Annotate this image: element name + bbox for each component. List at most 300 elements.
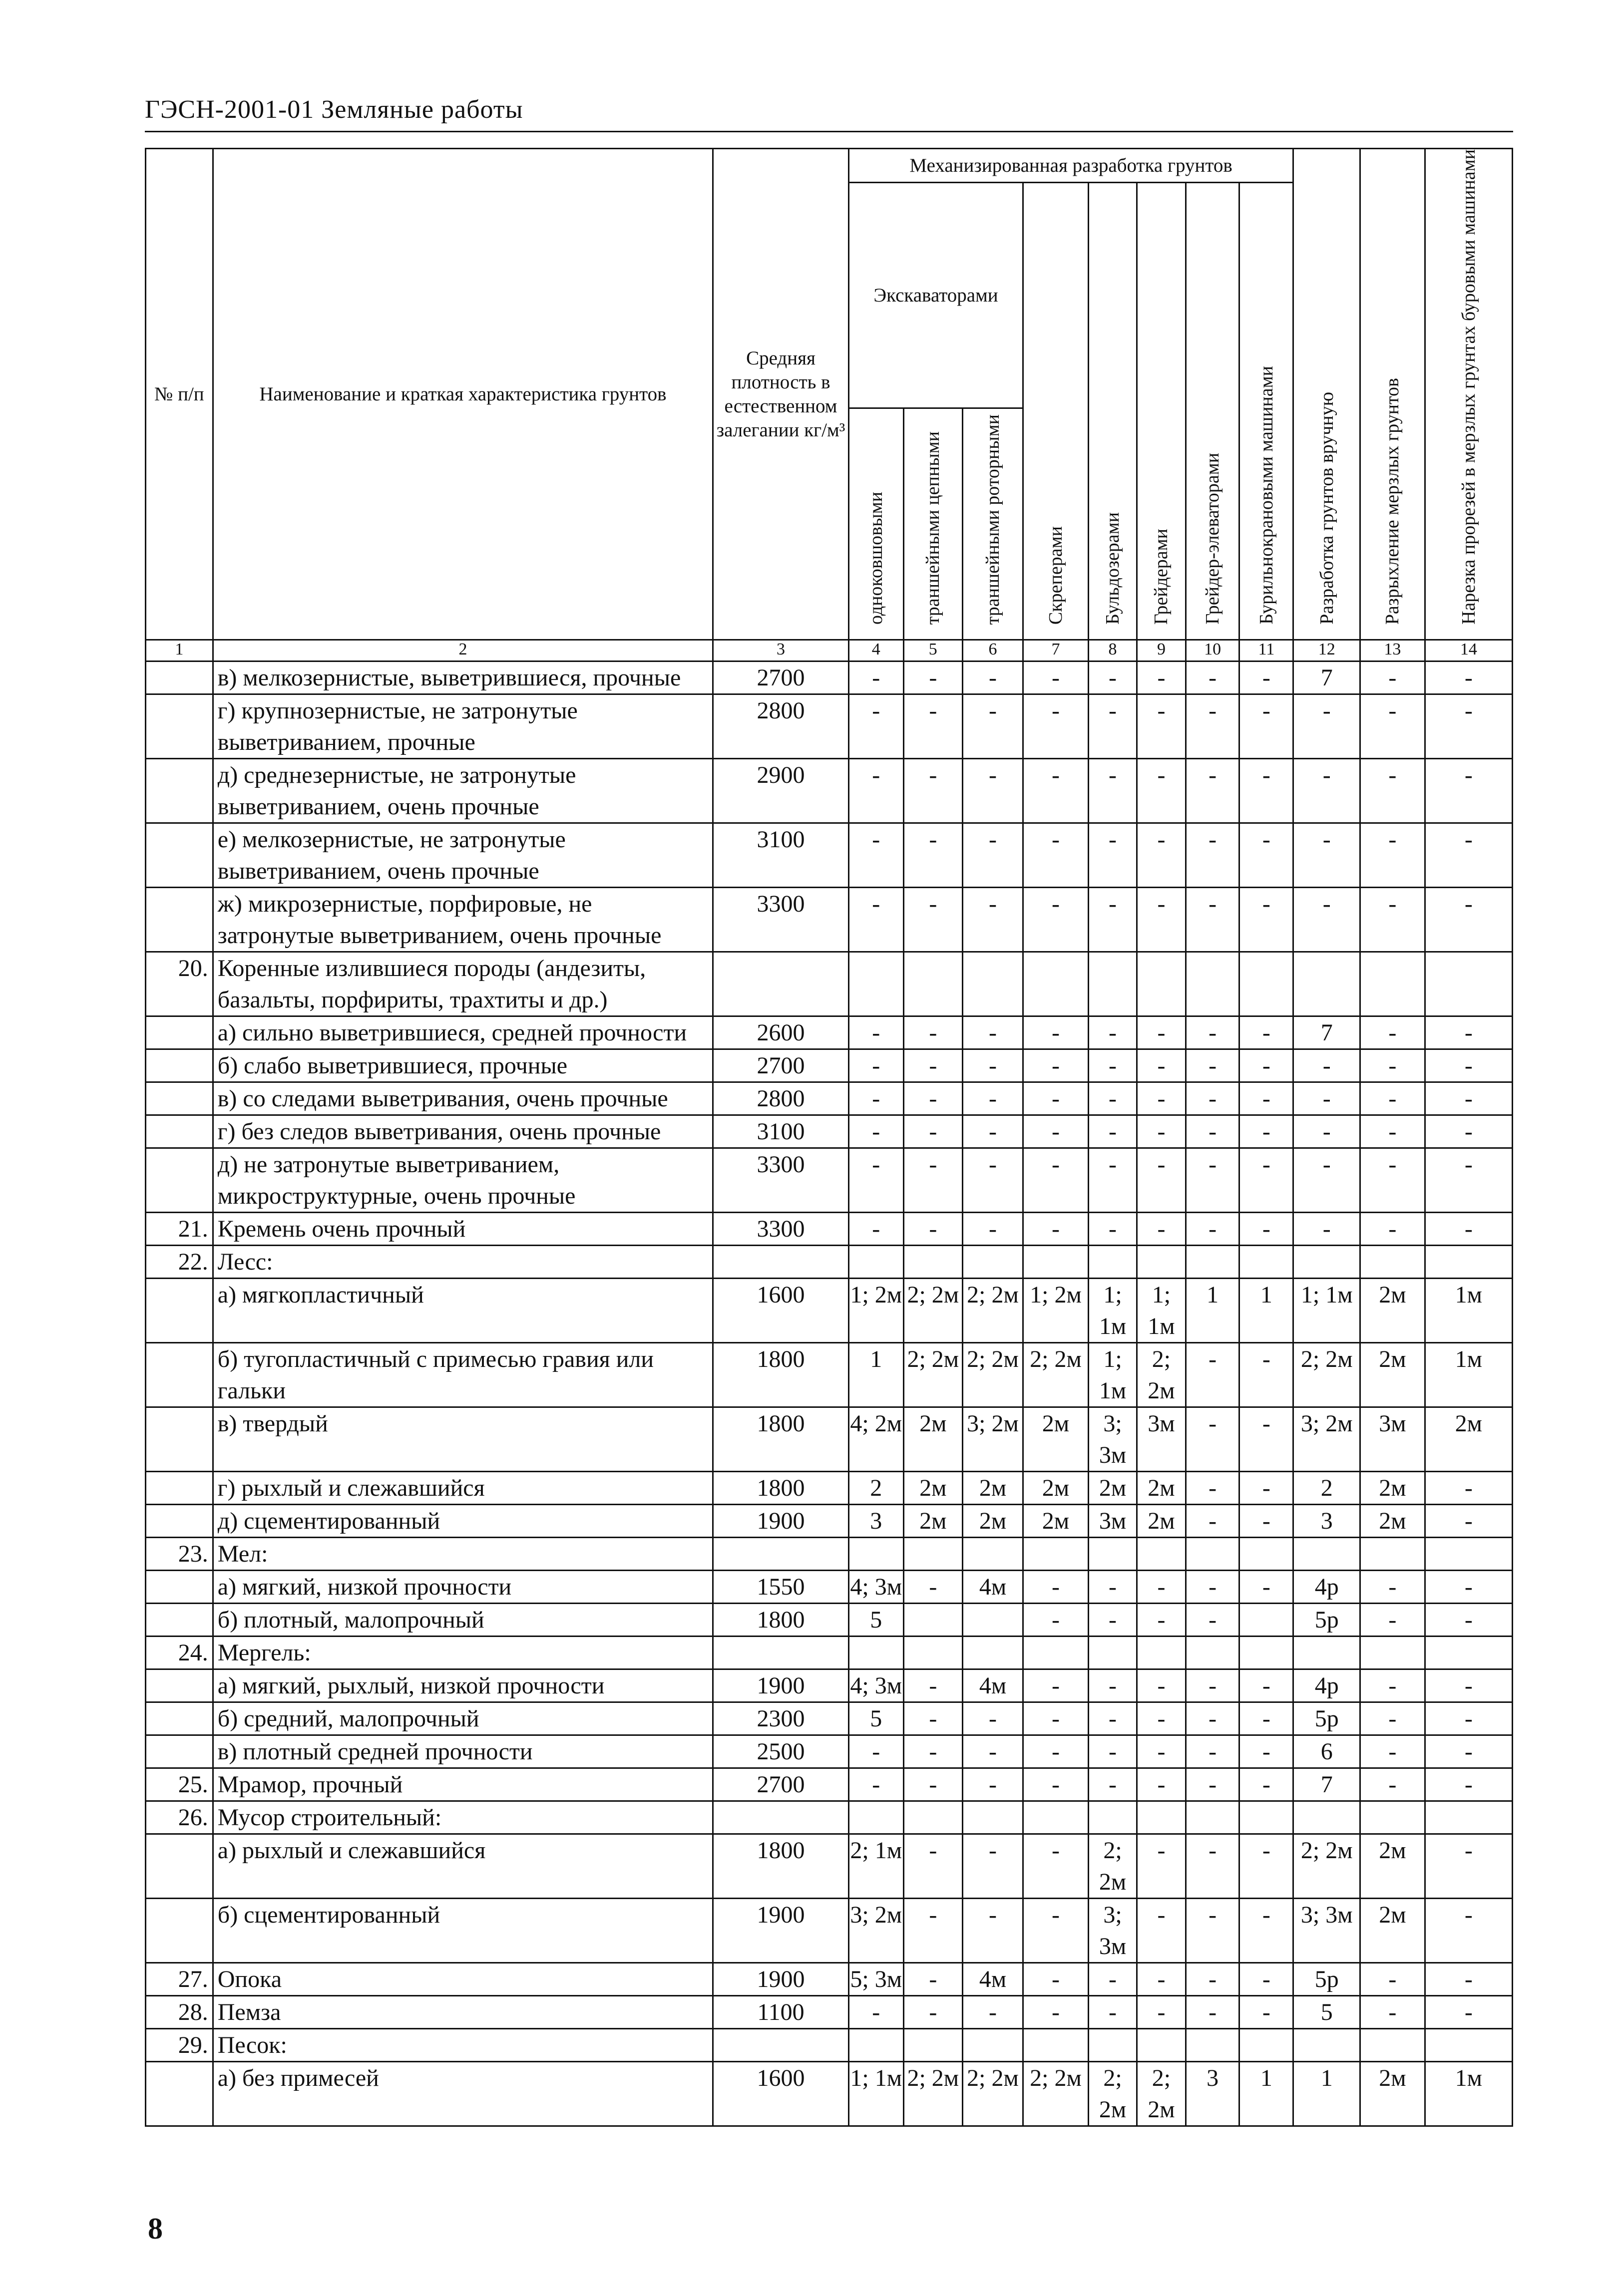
group-value-cell: 2; 2м	[1137, 2062, 1186, 2126]
group-value-cell: 2; 2м	[903, 2062, 962, 2126]
group-value-cell: -	[1023, 759, 1089, 823]
group-value-cell: -	[903, 694, 962, 759]
group-value-cell: 5	[848, 1702, 903, 1735]
group-value-cell: -	[1239, 1082, 1293, 1115]
group-value-cell: -	[1186, 1148, 1239, 1213]
group-value-cell	[1425, 1538, 1512, 1571]
table-row	[146, 823, 1513, 888]
group-value-cell: 7	[1293, 1768, 1360, 1801]
soil-name-cell: б) плотный, малопрочный	[213, 1604, 713, 1637]
group-value-cell: -	[1425, 888, 1512, 952]
group-value-cell: -	[1186, 661, 1239, 694]
group-value-cell: -	[962, 888, 1023, 952]
group-value-cell: -	[848, 1049, 903, 1082]
group-value-cell: -	[1023, 1115, 1089, 1148]
group-value-cell: 2; 2м	[1023, 2062, 1089, 2126]
group-value-cell: -	[848, 888, 903, 952]
group-value-cell: -	[1088, 1735, 1137, 1768]
group-value-cell: 3	[1186, 2062, 1239, 2126]
group-value-cell: -	[962, 1148, 1023, 1213]
group-value-cell: -	[1425, 1082, 1512, 1115]
group-value-cell: -	[962, 759, 1023, 823]
group-value-cell: -	[1186, 1016, 1239, 1049]
row-number-cell	[146, 1834, 213, 1899]
group-value-cell: -	[1239, 1407, 1293, 1472]
group-value-cell: 2	[1293, 1472, 1360, 1505]
group-value-cell: 2м	[1360, 1279, 1425, 1343]
density-cell	[713, 1246, 849, 1279]
row-number-cell: 22.	[146, 1246, 213, 1279]
group-value-cell	[903, 1637, 962, 1669]
group-value-cell: -	[1088, 1702, 1137, 1735]
col-header-manual	[1293, 149, 1360, 640]
col-header-grader-elevators-label: Грейдер-элеваторами	[1202, 453, 1223, 625]
col-header-graders-label: Грейдерами	[1151, 528, 1172, 625]
group-value-cell	[1137, 1801, 1186, 1834]
group-value-cell: -	[1088, 759, 1137, 823]
group-value-cell: -	[1425, 1505, 1512, 1538]
soil-name-cell: б) тугопластичный с примесью гравия или гальки	[213, 1343, 713, 1407]
group-value-cell	[1023, 2029, 1089, 2062]
group-value-cell: -	[848, 1115, 903, 1148]
group-value-cell: 2м	[962, 1472, 1023, 1505]
group-value-cell: -	[1239, 1834, 1293, 1899]
group-value-cell: 2м	[1360, 1472, 1425, 1505]
table-row	[146, 1637, 1513, 1669]
group-value-cell: -	[848, 1996, 903, 2029]
soil-name-cell: е) мелкозернистые, не затронутые выветриванием, очень прочные	[213, 823, 713, 888]
group-value-cell: -	[962, 1899, 1023, 1963]
group-value-cell: -	[1088, 1768, 1137, 1801]
density-cell: 1800	[713, 1604, 849, 1637]
group-value-cell	[848, 1538, 903, 1571]
group-value-cell: 3м	[1360, 1407, 1425, 1472]
density-cell: 3300	[713, 1148, 849, 1213]
col-header-single-bucket	[848, 408, 903, 640]
group-value-cell	[1239, 952, 1293, 1016]
group-value-cell: -	[903, 1049, 962, 1082]
group-value-cell: 5; 3м	[848, 1963, 903, 1996]
group-value-cell: -	[1137, 1604, 1186, 1637]
group-value-cell: 2м	[903, 1505, 962, 1538]
density-cell: 1900	[713, 1505, 849, 1538]
group-value-cell: -	[848, 1016, 903, 1049]
group-value-cell: -	[1239, 1996, 1293, 2029]
group-value-cell	[962, 2029, 1023, 2062]
group-value-cell: -	[1088, 1016, 1137, 1049]
group-value-cell: 1м	[1425, 2062, 1512, 2126]
column-number-cell: 6	[962, 640, 1023, 661]
group-value-cell: -	[962, 823, 1023, 888]
density-cell: 2700	[713, 1768, 849, 1801]
group-value-cell: -	[1425, 1996, 1512, 2029]
group-value-cell: -	[1088, 1049, 1137, 1082]
soil-name-cell: Мрамор, прочный	[213, 1768, 713, 1801]
row-number-cell: 25.	[146, 1768, 213, 1801]
group-value-cell: -	[1239, 1343, 1293, 1407]
group-value-cell: 4; 2м	[848, 1407, 903, 1472]
group-value-cell: -	[962, 1016, 1023, 1049]
table-row	[146, 1571, 1513, 1604]
group-value-cell: -	[1293, 823, 1360, 888]
group-value-cell: -	[1239, 1702, 1293, 1735]
table-row	[146, 1505, 1513, 1538]
group-value-cell: -	[1425, 1669, 1512, 1702]
group-value-cell: -	[962, 661, 1023, 694]
group-value-cell: 1м	[1425, 1279, 1512, 1343]
group-value-cell: -	[848, 1213, 903, 1246]
table-row	[146, 1963, 1513, 1996]
row-number-cell	[146, 2062, 213, 2126]
group-value-cell: 7	[1293, 661, 1360, 694]
soil-name-cell: Мусор строительный:	[213, 1801, 713, 1834]
column-number-cell: 4	[848, 640, 903, 661]
group-value-cell: -	[1425, 1049, 1512, 1082]
group-value-cell: 2м	[1360, 1834, 1425, 1899]
group-value-cell: -	[1360, 823, 1425, 888]
group-value-cell: 1	[1239, 2062, 1293, 2126]
group-value-cell	[1137, 952, 1186, 1016]
col-header-frozen-loosening	[1360, 149, 1425, 640]
row-number-cell: 29.	[146, 2029, 213, 2062]
group-value-cell: 2м	[1360, 1899, 1425, 1963]
soil-name-cell: б) средний, малопрочный	[213, 1702, 713, 1735]
density-cell: 1550	[713, 1571, 849, 1604]
group-value-cell: -	[1186, 694, 1239, 759]
column-number-cell: 2	[213, 640, 713, 661]
group-value-cell: -	[1293, 888, 1360, 952]
col-header-drill-crane-label: Бурильнокрановыми машинами	[1255, 366, 1277, 625]
soil-name-cell: ж) микрозернистые, порфировые, не затронутые выветриванием, очень прочные	[213, 888, 713, 952]
row-number-cell	[146, 1604, 213, 1637]
row-number-cell	[146, 1115, 213, 1148]
group-value-cell: -	[1239, 1505, 1293, 1538]
group-value-cell: -	[1137, 823, 1186, 888]
group-value-cell	[1239, 1604, 1293, 1637]
group-value-cell: -	[1186, 1604, 1239, 1637]
group-value-cell	[1239, 1538, 1293, 1571]
group-value-cell: -	[1137, 1669, 1186, 1702]
group-value-cell: -	[1023, 1082, 1089, 1115]
density-cell: 1600	[713, 1279, 849, 1343]
group-value-cell: -	[1023, 1834, 1089, 1899]
group-value-cell: -	[1360, 1213, 1425, 1246]
col-header-grader-elevators	[1186, 183, 1239, 640]
row-number-cell	[146, 1407, 213, 1472]
row-number-cell	[146, 1505, 213, 1538]
density-cell	[713, 1538, 849, 1571]
group-value-cell: -	[1023, 1016, 1089, 1049]
group-value-cell: 2; 2м	[962, 1343, 1023, 1407]
table-row	[146, 1801, 1513, 1834]
group-value-cell: -	[1425, 1213, 1512, 1246]
group-value-cell: 2; 2м	[1088, 1834, 1137, 1899]
table-row	[146, 1735, 1513, 1768]
group-value-cell: -	[903, 1834, 962, 1899]
row-number-cell	[146, 1702, 213, 1735]
group-value-cell	[1425, 1246, 1512, 1279]
group-value-cell: 3; 2м	[848, 1899, 903, 1963]
group-value-cell: -	[1137, 759, 1186, 823]
group-value-cell: 1	[848, 1343, 903, 1407]
row-number-cell: 28.	[146, 1996, 213, 2029]
group-value-cell: -	[1360, 1115, 1425, 1148]
group-value-cell: -	[1293, 1148, 1360, 1213]
group-value-cell: 6	[1293, 1735, 1360, 1768]
group-value-cell: -	[848, 823, 903, 888]
group-value-cell	[1088, 1538, 1137, 1571]
group-value-cell: -	[1360, 661, 1425, 694]
col-header-bulldozers-label: Бульдозерами	[1102, 512, 1123, 625]
column-number-cell: 1	[146, 640, 213, 661]
group-value-cell: 1	[1293, 2062, 1360, 2126]
group-value-cell: -	[962, 1049, 1023, 1082]
group-value-cell: -	[1293, 1049, 1360, 1082]
group-value-cell: -	[903, 1735, 962, 1768]
group-value-cell: 2м	[1023, 1407, 1089, 1472]
group-value-cell: -	[1360, 1016, 1425, 1049]
density-cell: 2800	[713, 1082, 849, 1115]
group-value-cell: -	[903, 661, 962, 694]
density-cell: 1800	[713, 1407, 849, 1472]
group-value-cell: 2м	[1137, 1472, 1186, 1505]
group-value-cell	[1023, 1801, 1089, 1834]
group-value-cell: -	[1088, 1213, 1137, 1246]
table-row	[146, 1049, 1513, 1082]
col-header-no: № п/п	[146, 149, 213, 640]
row-number-cell: 26.	[146, 1801, 213, 1834]
row-number-cell	[146, 1899, 213, 1963]
group-value-cell: -	[1186, 1343, 1239, 1407]
group-value-cell	[1293, 1246, 1360, 1279]
group-value-cell: -	[1137, 1702, 1186, 1735]
group-value-cell: -	[1239, 1963, 1293, 1996]
group-value-cell	[903, 1246, 962, 1279]
col-header-drill-crane	[1239, 183, 1293, 640]
table-row	[146, 1279, 1513, 1343]
group-value-cell: -	[1023, 1049, 1089, 1082]
group-value-cell: 4р	[1293, 1571, 1360, 1604]
group-value-cell: 5	[1293, 1996, 1360, 2029]
table-row	[146, 1343, 1513, 1407]
group-value-cell: -	[1088, 1082, 1137, 1115]
group-value-cell: -	[1137, 1834, 1186, 1899]
soil-groups-table	[145, 148, 1513, 2127]
row-number-cell	[146, 1669, 213, 1702]
group-value-cell: -	[1137, 661, 1186, 694]
col-header-frozen-cutting	[1425, 149, 1512, 640]
density-cell	[713, 952, 849, 1016]
group-value-cell	[1360, 1538, 1425, 1571]
group-value-cell	[1023, 1538, 1089, 1571]
group-value-cell: -	[1023, 1669, 1089, 1702]
group-value-cell: -	[1186, 1472, 1239, 1505]
group-value-cell: 3; 3м	[1088, 1899, 1137, 1963]
group-value-cell: -	[903, 1669, 962, 1702]
group-value-cell: -	[903, 1899, 962, 1963]
group-value-cell: -	[1425, 759, 1512, 823]
group-value-cell: -	[1360, 694, 1425, 759]
group-value-cell: 3	[848, 1505, 903, 1538]
group-value-cell: 4р	[1293, 1669, 1360, 1702]
group-value-cell: 1; 1м	[1088, 1343, 1137, 1407]
group-value-cell: -	[1360, 1669, 1425, 1702]
group-value-cell	[1186, 952, 1239, 1016]
group-value-cell: -	[1425, 661, 1512, 694]
group-value-cell: -	[1137, 1016, 1186, 1049]
group-value-cell: -	[1425, 1115, 1512, 1148]
column-number-cell: 9	[1137, 640, 1186, 661]
group-value-cell: -	[1293, 1082, 1360, 1115]
column-number-cell: 7	[1023, 640, 1089, 661]
col-header-scrapers	[1023, 183, 1089, 640]
group-value-cell: 2; 2м	[962, 2062, 1023, 2126]
group-value-cell: -	[1088, 823, 1137, 888]
group-value-cell	[1293, 1538, 1360, 1571]
group-value-cell	[1023, 1637, 1089, 1669]
group-value-cell: -	[1186, 1834, 1239, 1899]
table-row	[146, 1702, 1513, 1735]
row-number-cell	[146, 1472, 213, 1505]
group-value-cell: -	[903, 1115, 962, 1148]
group-value-cell: 1	[1186, 1279, 1239, 1343]
group-value-cell: 1; 1м	[848, 2062, 903, 2126]
row-number-cell	[146, 1735, 213, 1768]
group-value-cell	[962, 1538, 1023, 1571]
group-value-cell: -	[1088, 1604, 1137, 1637]
group-value-cell: -	[1360, 1702, 1425, 1735]
group-value-cell: -	[1186, 1702, 1239, 1735]
group-value-cell: 1; 1м	[1137, 1279, 1186, 1343]
table-row	[146, 1768, 1513, 1801]
group-value-cell: -	[962, 1834, 1023, 1899]
group-value-cell: -	[1360, 1735, 1425, 1768]
group-value-cell: -	[1425, 1016, 1512, 1049]
col-header-name: Наименование и краткая характеристика грунтов	[213, 149, 713, 640]
group-value-cell: 5р	[1293, 1963, 1360, 1996]
group-value-cell	[1186, 1246, 1239, 1279]
soil-name-cell: Кремень очень прочный	[213, 1213, 713, 1246]
table-row	[146, 1016, 1513, 1049]
group-value-cell: -	[1239, 1899, 1293, 1963]
group-value-cell: 7	[1293, 1016, 1360, 1049]
row-number-cell: 20.	[146, 952, 213, 1016]
row-number-cell	[146, 1148, 213, 1213]
group-value-cell	[1239, 1801, 1293, 1834]
group-value-cell: -	[1239, 661, 1293, 694]
group-value-cell: -	[903, 759, 962, 823]
group-value-cell: -	[1137, 694, 1186, 759]
group-value-cell: 1	[1239, 1279, 1293, 1343]
group-value-cell: -	[903, 1016, 962, 1049]
group-value-cell	[1239, 1637, 1293, 1669]
group-value-cell: -	[1023, 1702, 1089, 1735]
density-cell	[713, 1637, 849, 1669]
group-value-cell	[1293, 2029, 1360, 2062]
soil-name-cell: Песок:	[213, 2029, 713, 2062]
group-value-cell: -	[1137, 1115, 1186, 1148]
group-value-cell	[962, 1604, 1023, 1637]
group-value-cell	[1425, 1637, 1512, 1669]
table-row	[146, 1148, 1513, 1213]
group-value-cell: -	[1186, 1213, 1239, 1246]
group-value-cell: -	[903, 1996, 962, 2029]
group-value-cell	[1293, 1637, 1360, 1669]
group-value-cell: -	[1239, 1115, 1293, 1148]
group-value-cell: 4м	[962, 1963, 1023, 1996]
group-value-cell: -	[1186, 823, 1239, 888]
group-value-cell: -	[1137, 1899, 1186, 1963]
column-number-cell: 14	[1425, 640, 1512, 661]
group-value-cell: 2м	[1088, 1472, 1137, 1505]
density-cell	[713, 2029, 849, 2062]
group-value-cell: -	[1023, 694, 1089, 759]
soil-name-cell: в) плотный средней прочности	[213, 1735, 713, 1768]
density-cell: 3100	[713, 1115, 849, 1148]
soil-name-cell: Лесс:	[213, 1246, 713, 1279]
soil-name-cell: а) мягкий, низкой прочности	[213, 1571, 713, 1604]
table-row	[146, 888, 1513, 952]
density-cell: 2500	[713, 1735, 849, 1768]
density-cell: 3300	[713, 888, 849, 952]
table-row	[146, 952, 1513, 1016]
group-value-cell: -	[1186, 1505, 1239, 1538]
group-value-cell: 2; 2м	[903, 1343, 962, 1407]
group-value-cell: 2м	[1023, 1472, 1089, 1505]
group-value-cell: -	[1088, 661, 1137, 694]
group-value-cell: 1; 2м	[848, 1279, 903, 1343]
group-value-cell: -	[1023, 1899, 1089, 1963]
group-value-cell: 2м	[962, 1505, 1023, 1538]
table-row	[146, 694, 1513, 759]
group-value-cell: -	[1425, 1963, 1512, 1996]
group-value-cell: 4м	[962, 1669, 1023, 1702]
group-value-cell: -	[962, 1082, 1023, 1115]
group-value-cell: -	[1088, 1148, 1137, 1213]
group-value-cell: -	[1023, 1213, 1089, 1246]
soil-name-cell: Мел:	[213, 1538, 713, 1571]
density-cell: 1900	[713, 1669, 849, 1702]
soil-name-cell: д) не затронутые выветриванием, микроструктурные, очень прочные	[213, 1148, 713, 1213]
soil-name-cell: в) мелкозернистые, выветрившиеся, прочные	[213, 661, 713, 694]
group-value-cell: -	[1137, 888, 1186, 952]
table-row	[146, 759, 1513, 823]
table-row	[146, 1669, 1513, 1702]
group-value-cell: -	[1088, 694, 1137, 759]
group-value-cell: -	[1239, 1049, 1293, 1082]
group-value-cell: -	[1239, 1669, 1293, 1702]
table-row	[146, 1996, 1513, 2029]
group-value-cell	[1088, 1637, 1137, 1669]
group-value-cell: -	[1425, 823, 1512, 888]
group-value-cell: 2; 2м	[1293, 1834, 1360, 1899]
group-value-cell: -	[1137, 1735, 1186, 1768]
row-number-cell	[146, 1343, 213, 1407]
row-number-cell	[146, 759, 213, 823]
document-header-title: ГЭСН-2001-01 Земляные работы	[145, 95, 523, 124]
group-value-cell	[1186, 2029, 1239, 2062]
soil-name-cell: д) сцементированный	[213, 1505, 713, 1538]
group-value-cell: -	[1239, 1571, 1293, 1604]
group-value-cell: -	[1239, 888, 1293, 952]
group-value-cell: -	[848, 1082, 903, 1115]
table-row	[146, 1604, 1513, 1637]
group-value-cell: -	[1088, 1669, 1137, 1702]
group-value-cell	[1360, 1801, 1425, 1834]
group-value-cell: -	[1088, 1996, 1137, 2029]
group-value-cell: -	[1023, 1996, 1089, 2029]
group-value-cell: -	[1293, 694, 1360, 759]
